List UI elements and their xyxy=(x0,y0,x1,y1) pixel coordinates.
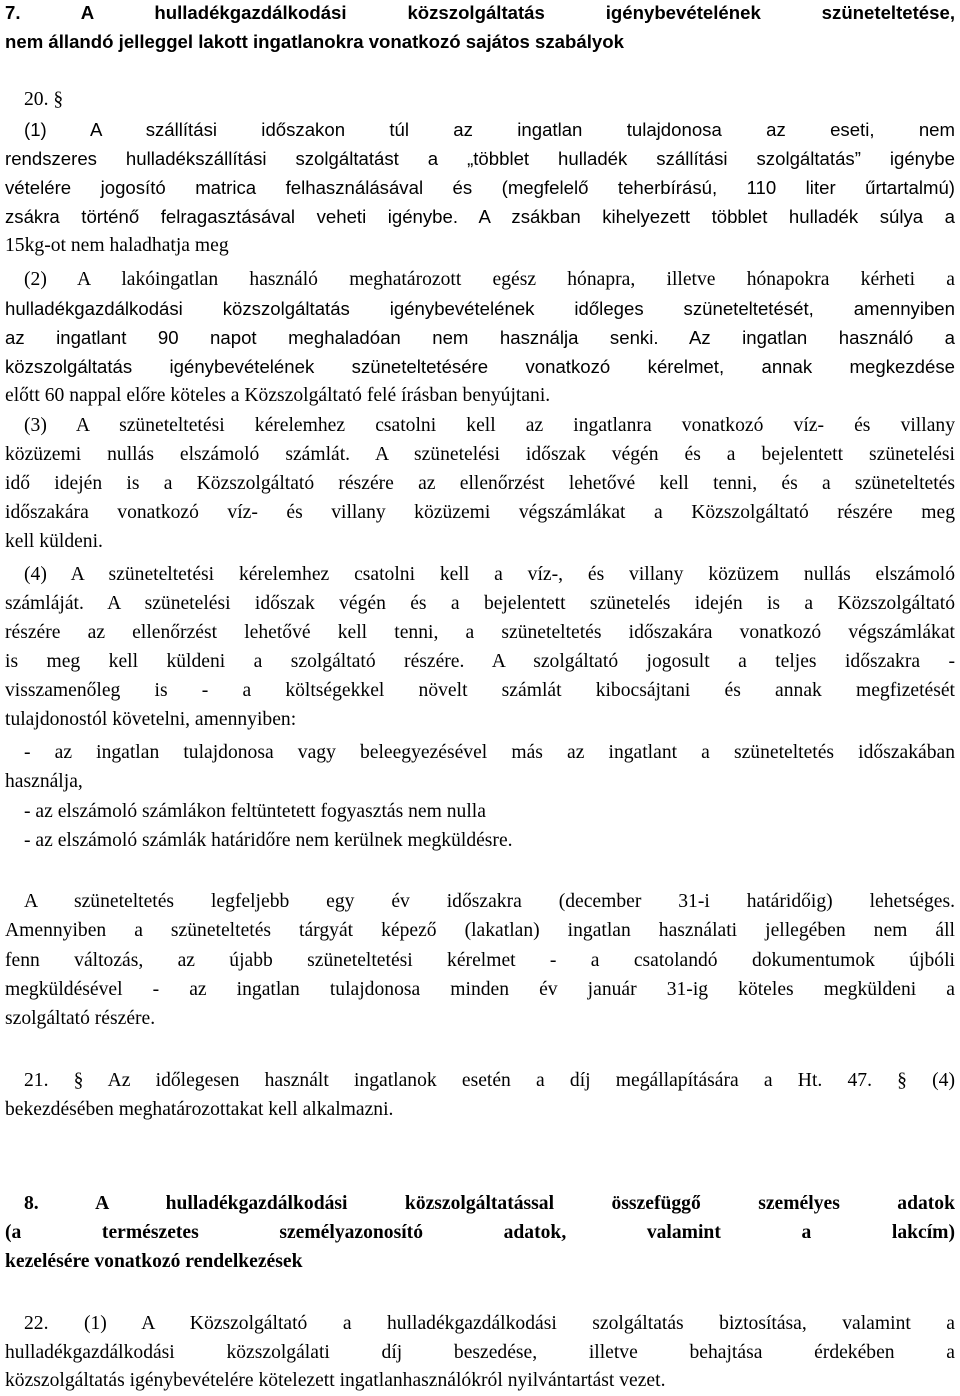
paragraph-line: (1) A szállítási időszakon túl az ingatlan tulajdonosa az eseti, nem xyxy=(24,119,955,140)
paragraph-line: megküldésével - az ingatlan tulajdonosa minden év január 31-ig köteles megküldeni a xyxy=(5,979,955,1000)
section-heading-7-line-1: 7. A hulladékgazdálkodási közszolgáltatás igénybevételének szüneteltetése, xyxy=(5,2,955,23)
paragraph-22-line: 22. (1) A Közszolgáltató a hulladékgazdálkodási szolgáltatás biztosítása, valamint a xyxy=(24,1313,955,1334)
paragraph-21-line: bekezdésében meghatározottakat kell alkalmazni. xyxy=(5,1099,394,1120)
paragraph-line: (3) A szüneteltetési kérelemhez csatolni kell az ingatlanra vonatkozó víz- és villany xyxy=(24,415,955,436)
paragraph-22-line: közszolgáltatás igénybevételére kötelezett ingatlanhasználókról nyilvántartást vezet. xyxy=(5,1370,666,1391)
paragraph-line: vételére jogosító matrica felhasználásával és (megfelelő teherbírású, 110 liter űrtartalmú) xyxy=(5,177,955,198)
paragraph-22-line: hulladékgazdálkodási közszolgálati díj beszedése, illetve behajtása érdekében a xyxy=(5,1342,955,1363)
section-heading-8-line-2: (a természetes személyazonosító adatok, valamint a lakcím) xyxy=(5,1222,955,1243)
paragraph-line: az ingatlant 90 napot meghaladóan nem használja senki. Az ingatlan használó a xyxy=(5,327,955,348)
paragraph-line: időszakára vonatkozó víz- és villany közüzemi végszámlákat a Közszolgáltató részére meg xyxy=(5,502,955,523)
paragraph-line: (2) A lakóingatlan használó meghatározott egész hónapra, illetve hónapokra kérheti a xyxy=(24,269,955,290)
list-item: - az elszámoló számlák határidőre nem kerülnek megküldésre. xyxy=(24,830,513,851)
paragraph-line: tulajdonostól követelni, amennyiben: xyxy=(5,709,297,730)
paragraph-line: közüzemi nullás elszámoló számlát. A szünetelési időszak végén és a bejelentett szünetelési xyxy=(5,444,955,465)
paragraph-line: (4) A szüneteltetési kérelemhez csatolni kell a víz-, és villany közüzem nullás elszámoló xyxy=(24,564,955,585)
paragraph-line: szolgáltató részére. xyxy=(5,1008,156,1029)
section-heading-8-line-3: kezelésére vonatkozó rendelkezések xyxy=(5,1251,303,1272)
paragraph-line: fenn változás, az újabb szüneteltetési kérelmet - a csatolandó dokumentumok újbóli xyxy=(5,950,955,971)
paragraph-line: is meg kell küldeni a szolgáltató részére. A szolgáltató jogosult a teljes időszakra - xyxy=(5,651,955,672)
list-item: - az elszámoló számlákon feltüntetett fogyasztás nem nulla xyxy=(24,801,486,822)
paragraph-line: előtt 60 nappal előre köteles a Közszolgáltató felé írásban benyújtani. xyxy=(5,385,551,406)
paragraph-line: idő idején is a Közszolgáltató részére az ellenőrzést lehetővé kell tenni, és a szüneteltetés xyxy=(5,473,955,494)
paragraph-number-20: 20. § xyxy=(24,89,64,110)
paragraph-line: kell küldeni. xyxy=(5,531,103,552)
paragraph-line: számláját. A szünetelési időszak végén és a bejelentett szünetelés idején is a Közszolgáltató xyxy=(5,593,955,614)
paragraph-line: Amennyiben a szüneteltetés tárgyát képező (lakatlan) ingatlan használati jellegében nem áll xyxy=(5,920,955,941)
section-heading-7-line-2: nem állandó jelleggel lakott ingatlanokra vonatkozó sajátos szabályok xyxy=(5,31,624,52)
paragraph-line: rendszeres hulladékszállítási szolgáltatást a „többlet hulladék szállítási szolgáltatás” igénybe xyxy=(5,148,955,169)
paragraph-line: hulladékgazdálkodási közszolgáltatás igénybevételének időleges szüneteltetését, amennyiben xyxy=(5,298,955,319)
paragraph-line: 15kg-ot nem haladhatja meg xyxy=(5,235,229,256)
paragraph-line: részére az ellenőrzést lehetővé kell tenni, a szüneteltetés időszakára vonatkozó végszámlákat xyxy=(5,622,955,643)
list-item: - az ingatlan tulajdonosa vagy beleegyezésével más az ingatlant a szüneteltetés időszakában xyxy=(24,742,955,763)
section-heading-8-line-1: 8. A hulladékgazdálkodási közszolgáltatással összefüggő személyes adatok xyxy=(24,1193,955,1214)
paragraph-line: visszamenőleg is - a költségekkel növelt számlát kibocsájtani és annak megfizetését xyxy=(5,680,955,701)
paragraph-line: A szüneteltetés legfeljebb egy év időszakra (december 31-i határidőig) lehetséges. xyxy=(24,891,955,912)
paragraph-21-line: 21. § Az időlegesen használt ingatlanok esetén a díj megállapítására a Ht. 47. § (4) xyxy=(24,1070,955,1091)
list-item-continuation: használja, xyxy=(5,771,83,792)
paragraph-line: közszolgáltatás igénybevételének szüneteltetésére vonatkozó kérelmet, annak megkezdése xyxy=(5,356,955,377)
paragraph-line: zsákra történő felragasztásával veheti igénybe. A zsákban kihelyezett többlet hulladék súlya a xyxy=(5,206,955,227)
